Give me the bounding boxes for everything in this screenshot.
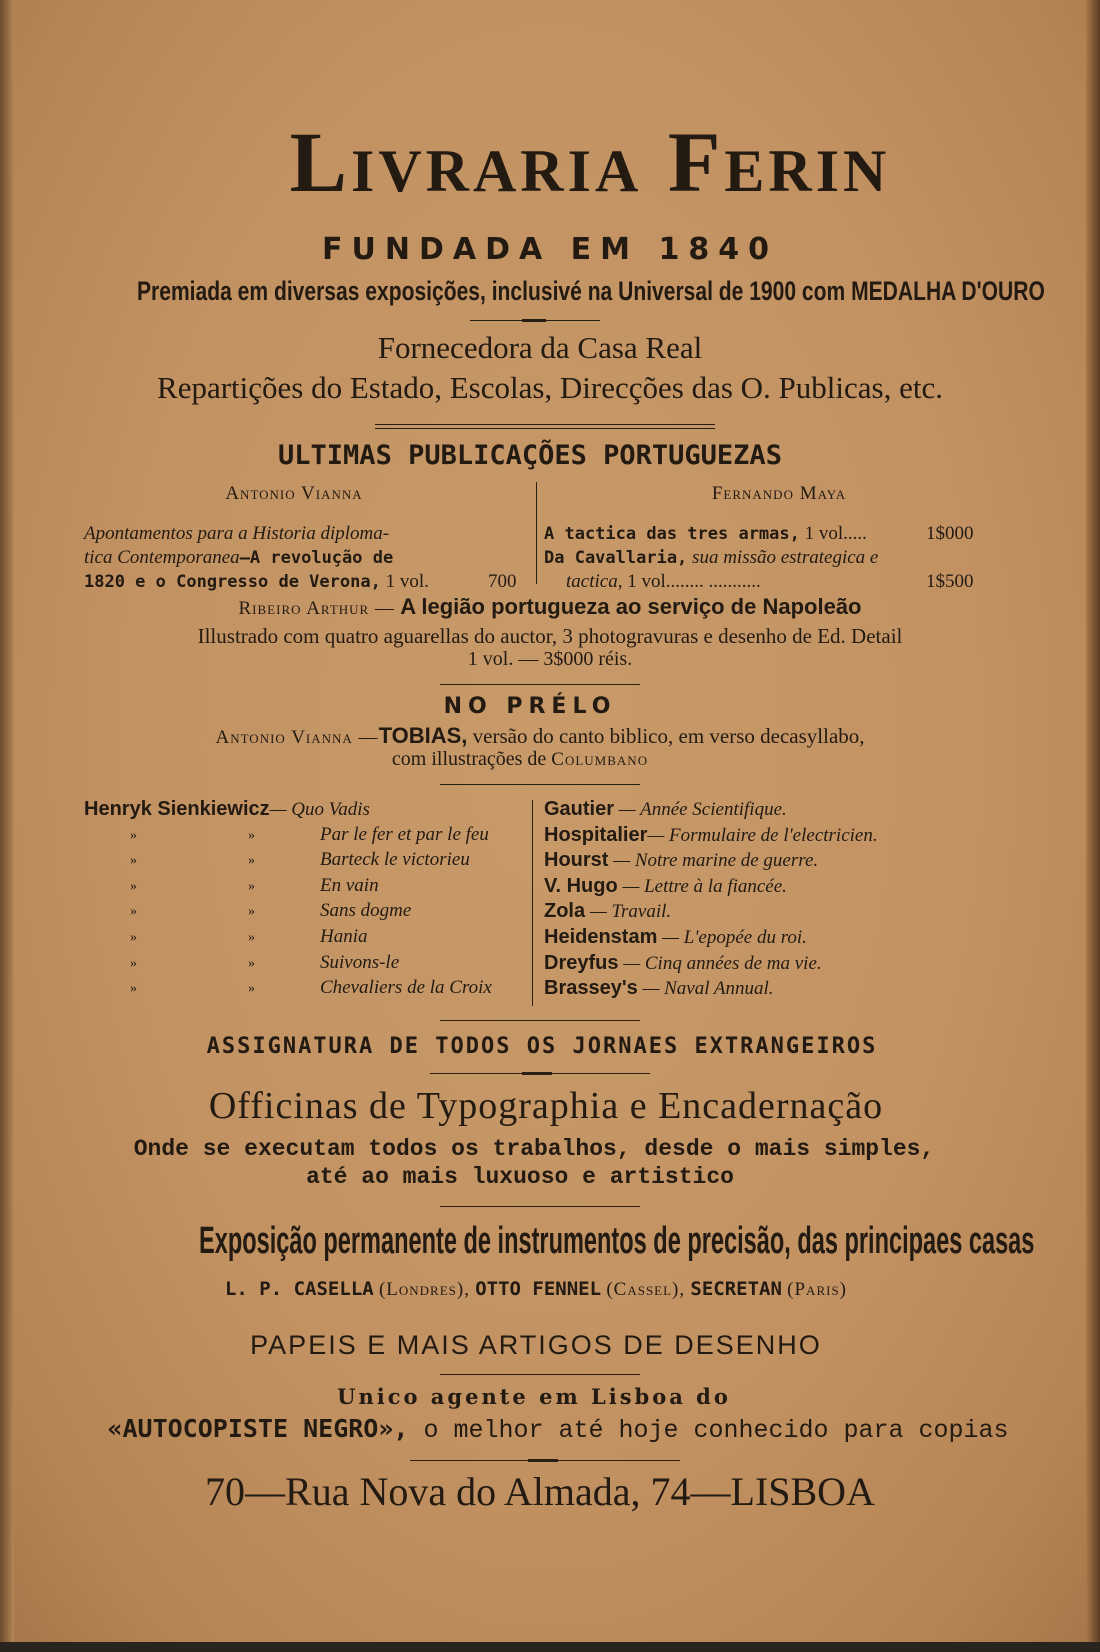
clients-line: Repartições do Estado, Escolas, Direcções das O. Publicas, etc. xyxy=(157,370,943,405)
officinas-line-2: até ao mais luxuoso e artistico xyxy=(306,1164,734,1190)
list-item: V. Hugo — Lettre à la fiancée. xyxy=(544,874,787,897)
list-item: Dreyfus — Cinq années de ma vie. xyxy=(544,951,822,974)
list-item: Henryk Sienkiewicz— Quo Vadis xyxy=(84,798,370,820)
column-divider xyxy=(536,482,537,584)
section-heading-prelo: NO PRÉLO xyxy=(443,694,617,719)
autocopiste-line: «AUTOCOPISTE NEGRO», o melhor até hoje conhecido para copias xyxy=(107,1414,1009,1445)
page-title: Livraria Ferin xyxy=(289,114,891,210)
list-item: » » Sans dogme xyxy=(130,900,412,922)
pub-title-line: tactica, 1 vol........ ........... 1$500 xyxy=(566,571,974,592)
officinas-line: Onde se executam todos os trabalhos, desde o mais simples, xyxy=(133,1136,935,1162)
publication-right xyxy=(544,482,1004,594)
agente-line: Unico agente em Lisboa do xyxy=(337,1384,731,1409)
divider xyxy=(440,1206,640,1207)
illustrado-line: Illustrado com quatro aguarellas do auctor, 3 photogravuras e desenho de Ed. Detail xyxy=(197,624,903,648)
list-item: Hourst — Notre marine de guerre. xyxy=(544,849,819,872)
exposicao-heading: Exposição permanente de instrumentos de precisão, das principaes casas xyxy=(199,1220,1035,1262)
list-item: Brassey's — Naval Annual. xyxy=(544,977,774,1000)
pub-title-line: 1820 e o Congresso de Verona, 1 vol. 700 xyxy=(84,571,517,592)
list-item: Heidenstam — L'epopée du roi. xyxy=(544,925,807,948)
double-rule-top xyxy=(375,424,715,425)
double-rule-bottom xyxy=(375,428,715,429)
column-divider xyxy=(532,800,533,1006)
publication-left xyxy=(84,482,524,594)
list-item: Zola — Travail. xyxy=(544,900,672,923)
list-item: » » Barteck le victorieu xyxy=(130,849,470,871)
divider-center xyxy=(522,1072,552,1075)
ribeiro-price: 1 vol. — 3$000 réis. xyxy=(467,648,633,670)
pub-title-line: Da Cavallaria, sua missão estrategica e xyxy=(544,547,879,568)
list-item: » » Hania xyxy=(130,925,368,947)
page-bottom-edge xyxy=(0,1642,1100,1652)
books-list-left xyxy=(84,798,524,1003)
divider xyxy=(440,1374,640,1375)
price: 1$000 xyxy=(926,523,974,544)
officinas-heading: Officinas de Typographia e Encadernação xyxy=(208,1085,884,1127)
assignatura-line: ASSIGNATURA DE TODOS OS JORNAES EXTRANGEIROS xyxy=(206,1034,878,1059)
divider-center xyxy=(528,1459,558,1462)
makers-line: L. P. CASELLA (Londres), OTTO FENNEL (Cassel), SECRETAN (Paris) xyxy=(224,1278,847,1300)
price: 1$500 xyxy=(926,571,974,592)
list-item: Hospitalier— Formulaire de l'electricien. xyxy=(544,823,878,846)
author-name: Fernando Maya xyxy=(711,483,847,504)
pub-title-line: Apontamentos para a Historia diploma- xyxy=(84,523,390,544)
divider-center xyxy=(522,319,546,322)
divider xyxy=(440,1020,640,1021)
ribeiro-line: Ribeiro Arthur — A legião portugueza ao serviço de Napoleão xyxy=(238,594,862,619)
list-item: » » Par le fer et par le feu xyxy=(130,823,489,845)
section-heading-ultimas: ULTIMAS PUBLICAÇÕES PORTUGUEZAS xyxy=(278,440,782,471)
books-list-right xyxy=(544,798,1004,1003)
supplier-line: Fornecedora da Casa Real xyxy=(377,330,703,365)
divider xyxy=(440,684,640,685)
address-line: 70—Rua Nova do Almada, 74—LISBOA xyxy=(205,1469,875,1514)
price: 700 xyxy=(488,571,517,592)
pub-title-line: tica Contemporanea—A revolução de xyxy=(84,547,394,568)
prelo-line: Antonio Vianna —TOBIAS, versão do canto biblico, em verso decasyllabo, xyxy=(215,723,865,748)
prelo-line-2: com illustrações de Columbano xyxy=(391,748,649,770)
divider xyxy=(440,784,640,785)
pub-title-line: A tactica das tres armas, 1 vol..... 1$000 xyxy=(544,523,974,544)
list-item: » » Chevaliers de la Croix xyxy=(130,977,492,999)
founded-line: FUNDADA EM 1840 xyxy=(322,232,778,267)
list-item: Gautier — Année Scientifique. xyxy=(544,798,787,820)
author-name: Antonio Vianna xyxy=(225,483,363,504)
papeis-line: PAPEIS E MAIS ARTIGOS DE DESENHO xyxy=(250,1330,822,1360)
list-item: » » En vain xyxy=(130,874,379,896)
list-item: » » Suivons-le xyxy=(130,951,400,973)
award-line: Premiada em diversas exposições, inclusivé na Universal de 1900 com MEDALHA D'OURO xyxy=(137,276,1045,306)
